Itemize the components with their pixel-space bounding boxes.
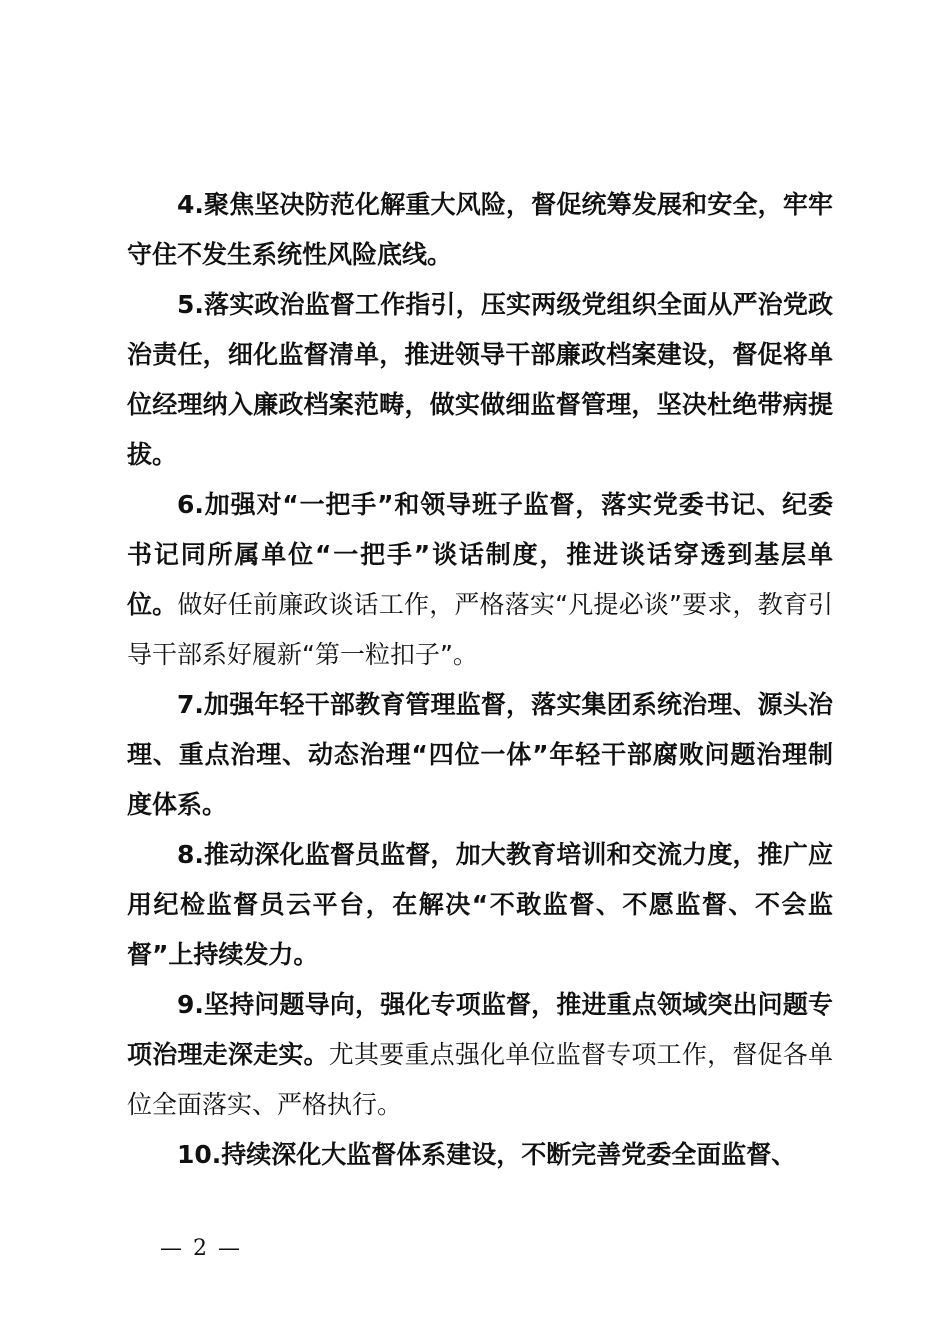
paragraph-item-7 (127, 680, 833, 830)
paragraph-bold-text: 8.推动深化监督员监督，加大教育培训和交流力度，推广应用纪检监督员云平台，在解决“不敢监督、不愿监督、不会监督”上持续发力。 (127, 840, 833, 969)
paragraph-bold-text: 4.聚焦坚决防范化解重大风险，督促统筹发展和安全，牢牢守住不发生系统性风险底线。 (127, 190, 833, 269)
paragraph-normal-text: 做好任前廉政谈话工作，严格落实“凡提必谈”要求，教育引导干部系好履新“第一粒扣子”。 (127, 590, 833, 669)
paragraph-bold-text: 6.加强对“一把手”和领导班子监督，落实党委书记、纪委书记同所属单位“一把手”谈话制度，推进谈话穿透到基层单位。 (127, 490, 833, 619)
document-body (127, 180, 833, 1180)
paragraph-normal-text: 尤其要重点强化单位监督专项工作，督促各单位全面落实、严格执行。 (127, 1040, 833, 1119)
paragraph-item-8 (127, 830, 833, 980)
paragraph-item-4 (127, 180, 833, 280)
paragraph-item-6 (127, 480, 833, 680)
paragraph-bold-text: 7.加强年轻干部教育管理监督，落实集团系统治理、源头治理、重点治理、动态治理“四位一体”年轻干部腐败问题治理制度体系。 (127, 690, 833, 819)
page-number: — 2 — (160, 1236, 242, 1261)
paragraph-bold-text: 9.坚持问题导向，强化专项监督，推进重点领域突出问题专项治理走深走实。 (127, 990, 833, 1069)
paragraph-bold-text: 5.落实政治监督工作指引，压实两级党组织全面从严治党政治责任，细化监督清单，推进领导干部廉政档案建设，督促将单位经理纳入廉政档案范畴，做实做细监督管理，坚决杜绝带病提拔。 (127, 290, 833, 469)
paragraph-item-9 (127, 980, 833, 1130)
paragraph-item-5 (127, 280, 833, 480)
paragraph-bold-text: 10.持续深化大监督体系建设，不断完善党委全面监督、 (177, 1140, 797, 1169)
paragraph-item-10 (127, 1130, 833, 1180)
